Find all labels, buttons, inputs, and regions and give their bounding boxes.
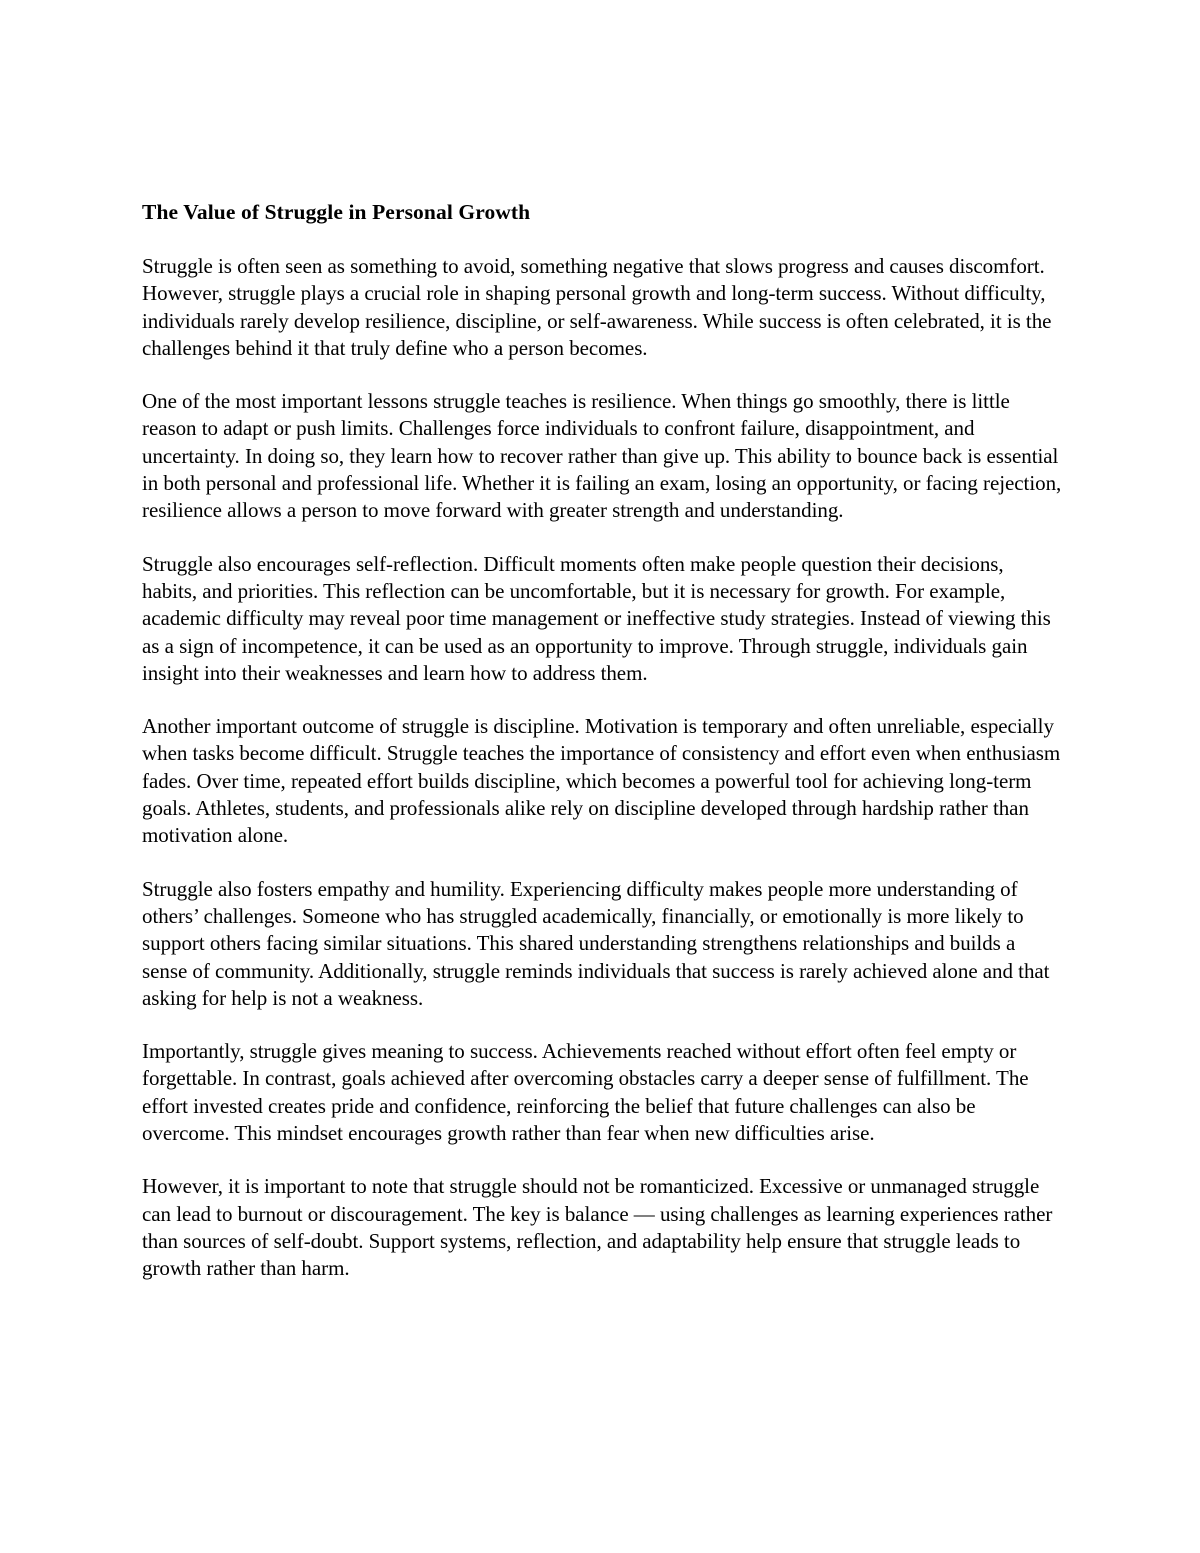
document-title: The Value of Struggle in Personal Growth: [142, 200, 531, 224]
paragraph-empathy: Struggle also fosters empathy and humility. Experiencing difficulty makes people more understanding of others’ challenges. Someone who has struggled academically, financially, or emotionally is more likely to support others facing similar situations. This shared understanding strengthens relationships and builds a sense of community. Additionally, struggle reminds individuals that success is rarely achieved alone and that asking for help is not a weakness.: [142, 876, 1050, 1010]
paragraph-intro: Struggle is often seen as something to avoid, something negative that slows progress and causes discomfort. However, struggle plays a crucial role in shaping personal growth and long-term success. Without difficulty, individuals rarely develop resilience, discipline, or self-awareness. While success is often celebrated, it is the challenges behind it that truly define who a person becomes.: [142, 254, 1052, 360]
paragraph-meaning: Importantly, struggle gives meaning to success. Achievements reached without effort often feel empty or forgettable. In contrast, goals achieved after overcoming obstacles carry a deeper sense of fulfillment. The effort invested creates pride and confidence, reinforcing the belief that future challenges can also be overcome. This mindset encourages growth rather than fear when new difficulties arise.: [142, 1039, 1029, 1146]
document-body: [142, 197, 1062, 1283]
paragraph-resilience: One of the most important lessons struggle teaches is resilience. When things go smoothly, there is little reason to adapt or push limits. Challenges force individuals to confront failure, disappointment, and uncertainty. In doing so, they learn how to recover rather than give up. This ability to bounce back is essential in both personal and professional life. Whether it is failing an exam, losing an opportunity, or facing rejection, resilience allows a person to move forward with greater strength and understanding.: [142, 389, 1062, 523]
paragraph-discipline: Another important outcome of struggle is discipline. Motivation is temporary and often unreliable, especially when tasks become difficult. Struggle teaches the importance of consistency and effort even when enthusiasm fades. Over time, repeated effort builds discipline, which becomes a powerful tool for achieving long-term goals. Athletes, students, and professionals alike rely on discipline developed through hardship rather than motivation alone.: [142, 714, 1061, 848]
paragraph-self-reflection: Struggle also encourages self-reflection. Difficult moments often make people question their decisions, habits, and priorities. This reflection can be uncomfortable, but it is necessary for growth. For example, academic difficulty may reveal poor time management or ineffective study strategies. Instead of viewing this as a sign of incompetence, it can be used as an opportunity to improve. Through struggle, individuals gain insight into their weaknesses and learn how to address them.: [142, 551, 1051, 685]
paragraph-balance: However, it is important to note that struggle should not be romanticized. Excessive or unmanaged struggle can lead to burnout or discouragement. The key is balance — using challenges as learning experiences rather than sources of self-doubt. Support systems, reflection, and adaptability help ensure that struggle leads to growth rather than harm.: [142, 1174, 1053, 1281]
